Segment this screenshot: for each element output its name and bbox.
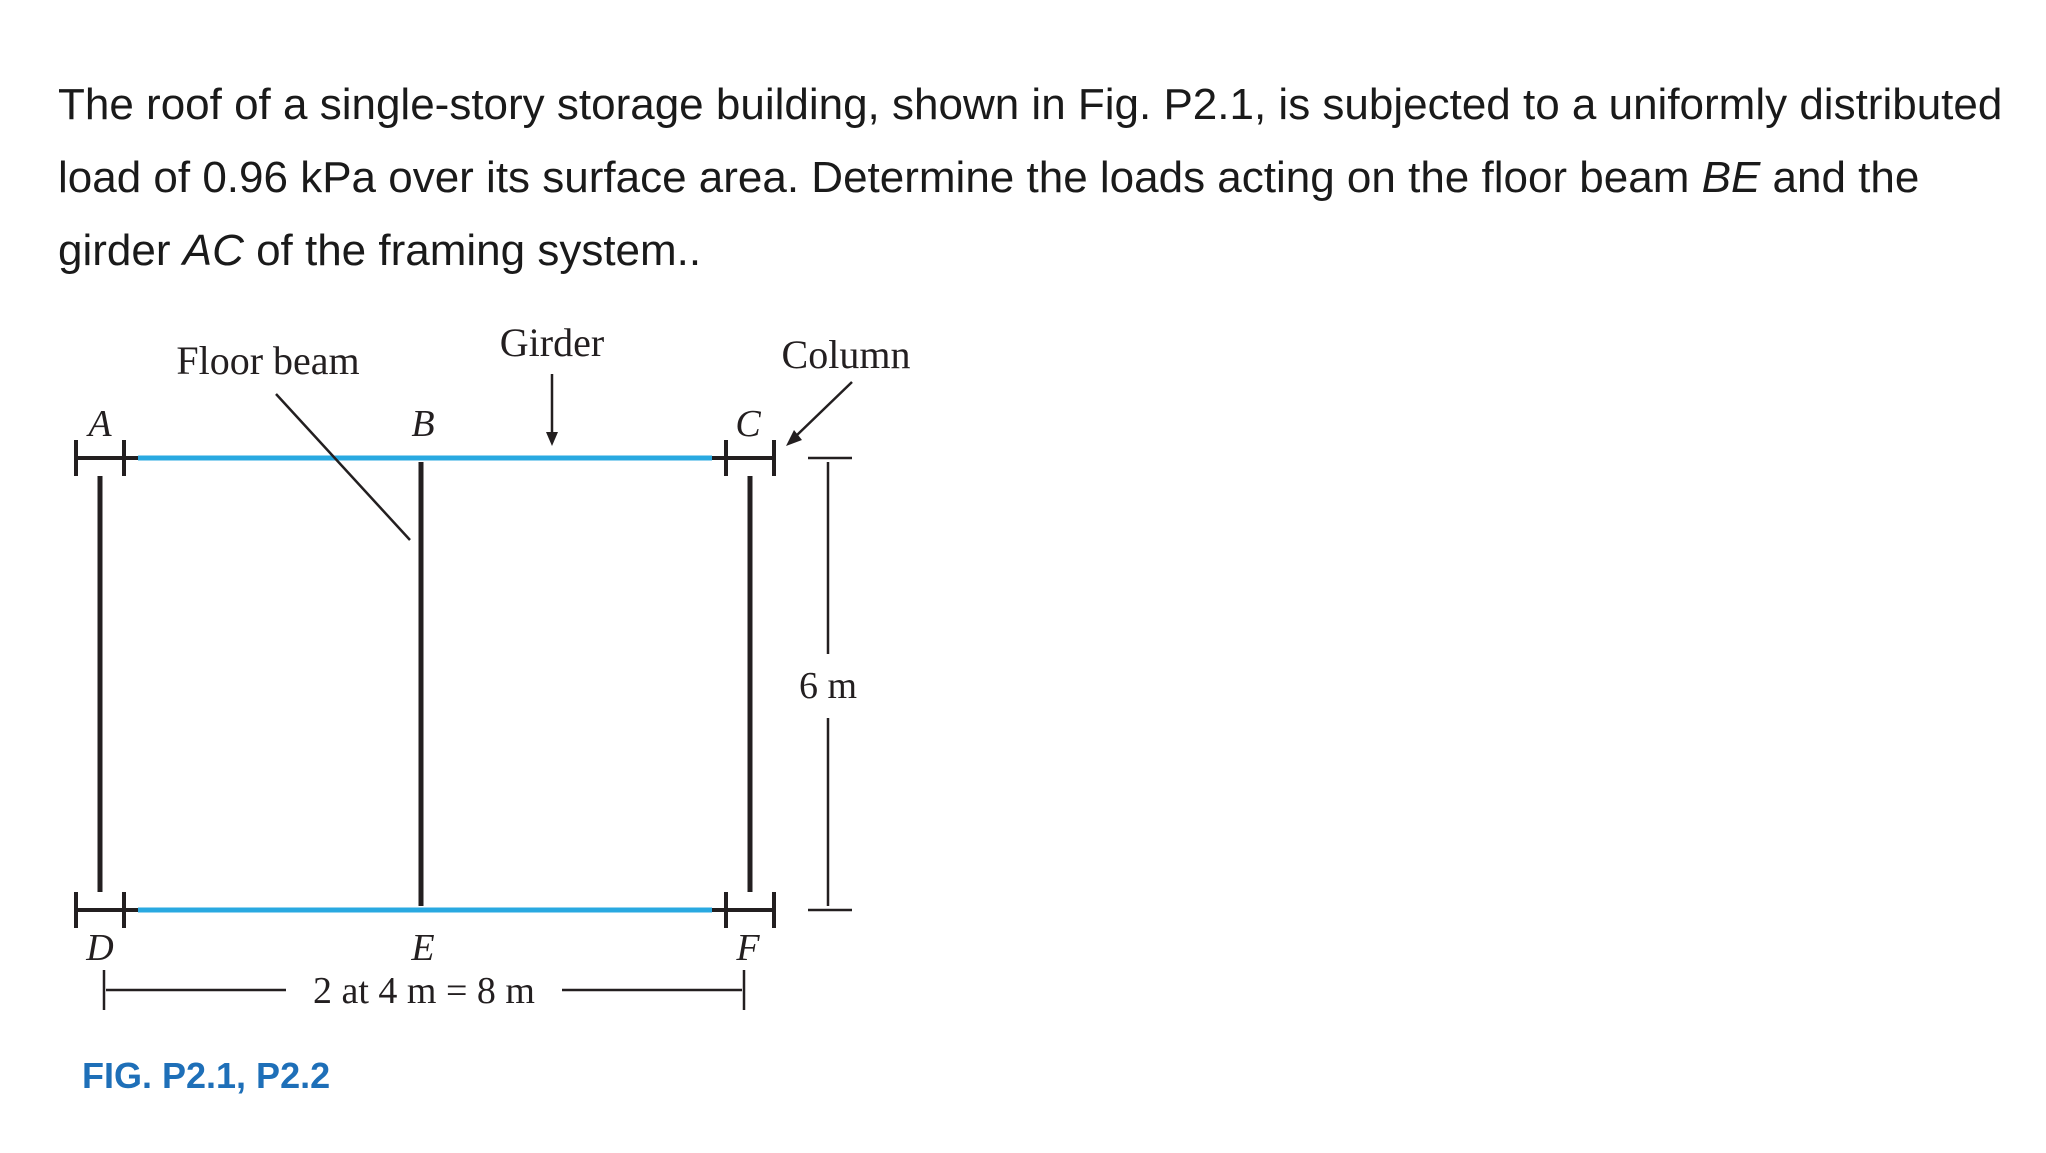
node-d-label: D — [86, 927, 114, 969]
problem-text-2: and the girder — [58, 153, 1920, 275]
column-f — [712, 892, 774, 928]
girder-name: AC — [182, 226, 244, 275]
column-leader — [796, 382, 852, 436]
node-e-label: E — [411, 927, 435, 969]
problem-text-3: of the framing system.. — [243, 226, 702, 275]
label-floor-beam: Floor beam — [176, 338, 360, 383]
label-girder: Girder — [499, 320, 605, 365]
node-f-label: F — [736, 927, 760, 969]
node-b-label: B — [411, 403, 435, 445]
node-c-label: C — [735, 403, 761, 445]
floor-beam-leader — [276, 394, 410, 540]
beam-name: BE — [1701, 153, 1761, 202]
column-c — [712, 440, 774, 476]
figure-caption: FIG. P2.1, P2.2 — [82, 1055, 331, 1096]
column-d — [76, 892, 138, 928]
girder-arrowhead — [546, 432, 558, 446]
column-a — [76, 440, 138, 476]
label-column: Column — [781, 332, 911, 377]
node-a-label: A — [88, 403, 112, 445]
dim-height-label: 6 m — [798, 665, 858, 707]
dim-width-label: 2 at 4 m = 8 m — [313, 970, 535, 1012]
problem-text-1: The roof of a single-story storage building, shown in Fig. P2.1, is subjected to a uniformly distributed load of 0.96 kPa over its surface area. Determine the loads acting on the floor beam — [58, 80, 2003, 202]
